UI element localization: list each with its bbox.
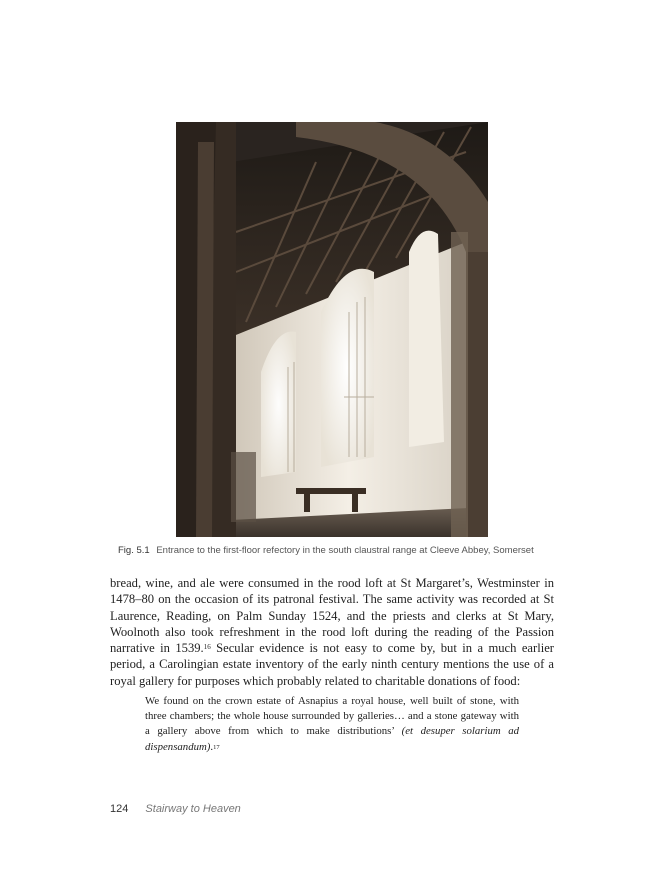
figure-caption bbox=[118, 545, 578, 556]
footnote-ref-16[interactable]: 16 bbox=[203, 643, 211, 652]
refectory-illustration bbox=[176, 122, 488, 537]
page-number: 124 bbox=[110, 803, 129, 815]
refectory-photo bbox=[176, 122, 488, 537]
body-text-part1: bread, wine, and ale were consumed in the rood loft at St Margaret’s, Westminster in 1478–80 on the occasion of its patronal festival. The same activity was recorded at St Laurence, Reading, on Palm Sunday 1524, and the priests and clerks at St Mary, Woolnoth also took refreshment in the rood loft during the reading of the Passion narrative in 1539. bbox=[110, 576, 554, 656]
figure-caption-text: Entrance to the first-floor refectory in the south claustral range at Cleeve Abbey, Somerset bbox=[156, 545, 534, 556]
block-quote bbox=[145, 694, 519, 755]
page-footer bbox=[110, 803, 241, 815]
figure-label: Fig. 5.1 bbox=[118, 545, 150, 556]
body-paragraph bbox=[110, 575, 554, 689]
running-title: Stairway to Heaven bbox=[145, 803, 241, 815]
quote-end: . bbox=[210, 740, 214, 753]
body-text-part2: Secular evidence is not easy to come by, but in a much earlier period, a Carolingian estate inventory of the early ninth century mentions the use of a royal gallery for purposes which probably related to charitable donations of food: bbox=[110, 641, 554, 688]
footnote-ref-17[interactable]: 17 bbox=[213, 743, 220, 751]
quote-italic-latin: (et desuper solarium ad dispensandum) bbox=[145, 725, 519, 753]
quote-text: We found on the crown estate of Asnapius a royal house, well built of stone, with three chambers; the whole house surrounded by galleries… and a stone gateway with a gallery above from which to make distributions’ bbox=[145, 695, 519, 738]
